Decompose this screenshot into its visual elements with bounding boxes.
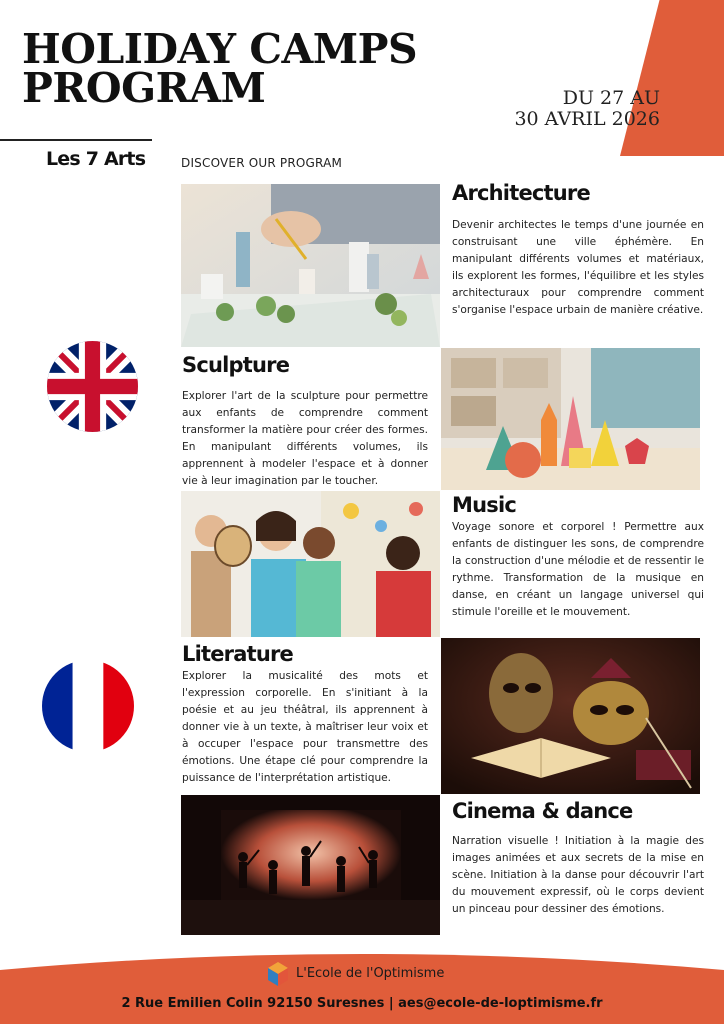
section-title-music: Music [452, 493, 516, 517]
france-flag-icon[interactable] [42, 660, 134, 752]
section-title-cinema-dance: Cinema & dance [452, 799, 633, 823]
accent-corner-shape [620, 0, 724, 156]
section-text-literature: Explorer la musicalité des mots et l'expression corporelle. En s'initiant à la poésie et au jeu théâtral, ils apprennent à donner vie à un texte, à maîtriser leur voix et à occuper l'espace pour transmettre des émotions. Une étape clé pour comprendre la puissance de l'interprétation artistique. [182, 670, 428, 784]
footer-address: 2 Rue Emilien Colin 92150 Suresnes | aes@ecole-de-loptimisme.fr [121, 996, 603, 1011]
architecture-photo [181, 184, 440, 347]
sculpture-photo [441, 348, 700, 490]
section-text-music: Voyage sonore et corporel ! Permettre aux enfants de distinguer les sons, de comprendre la construction d'une mélodie et de ressentir le rythme. Transformation de la musique en danse, en créant un langage universel qui stimule l'oreille et le mouvement. [452, 521, 704, 618]
discover-label: DISCOVER OUR PROGRAM [181, 156, 343, 170]
dates-block [500, 88, 660, 130]
program-subtitle: Les 7 Arts [46, 148, 146, 170]
page-title [22, 25, 418, 112]
literature-photo [441, 638, 700, 794]
cinema-dance-photo [181, 795, 440, 935]
school-logo-icon [268, 962, 288, 986]
section-title-sculpture: Sculpture [182, 353, 290, 377]
section-text-sculpture: Explorer l'art de la sculpture pour permettre aux enfants de comprendre comment transformer la matière pour créer des formes. En manipulant différents volumes, ils apprennent à modeler l'espace et à donner vie à leur imagination par le toucher. [182, 390, 428, 487]
title-line-2: PROGRAM [22, 64, 266, 112]
dates-line-1: DU 27 AU [562, 87, 660, 109]
section-title-literature: Literature [182, 642, 293, 666]
section-text-cinema-dance: Narration visuelle ! Initiation à la magie des images animées et aux secrets de la mise en scène. Initiation à la danse pour découvrir l'art du mouvement expressif, où le corps devient un pinceau pour dessiner des émotions. [452, 835, 704, 915]
footer-band [0, 950, 724, 1024]
dates-line-2: 30 AVRIL 2026 [514, 108, 660, 130]
section-title-architecture: Architecture [452, 181, 590, 205]
music-photo [181, 491, 440, 637]
footer-brand-name: L'Ecole de l'Optimisme [296, 966, 445, 981]
header-divider [0, 139, 152, 141]
section-text-architecture: Devenir architectes le temps d'une journée en construisant une ville éphémère. En manipulant différents volumes et matériaux, ils explorent les formes, l'équilibre et les styles architecturaux pour comprendre comment s'organise l'espace urbain de manière créative. [452, 219, 704, 316]
title-line-1: HOLIDAY CAMPS [22, 25, 418, 73]
uk-flag-icon[interactable] [47, 341, 138, 432]
